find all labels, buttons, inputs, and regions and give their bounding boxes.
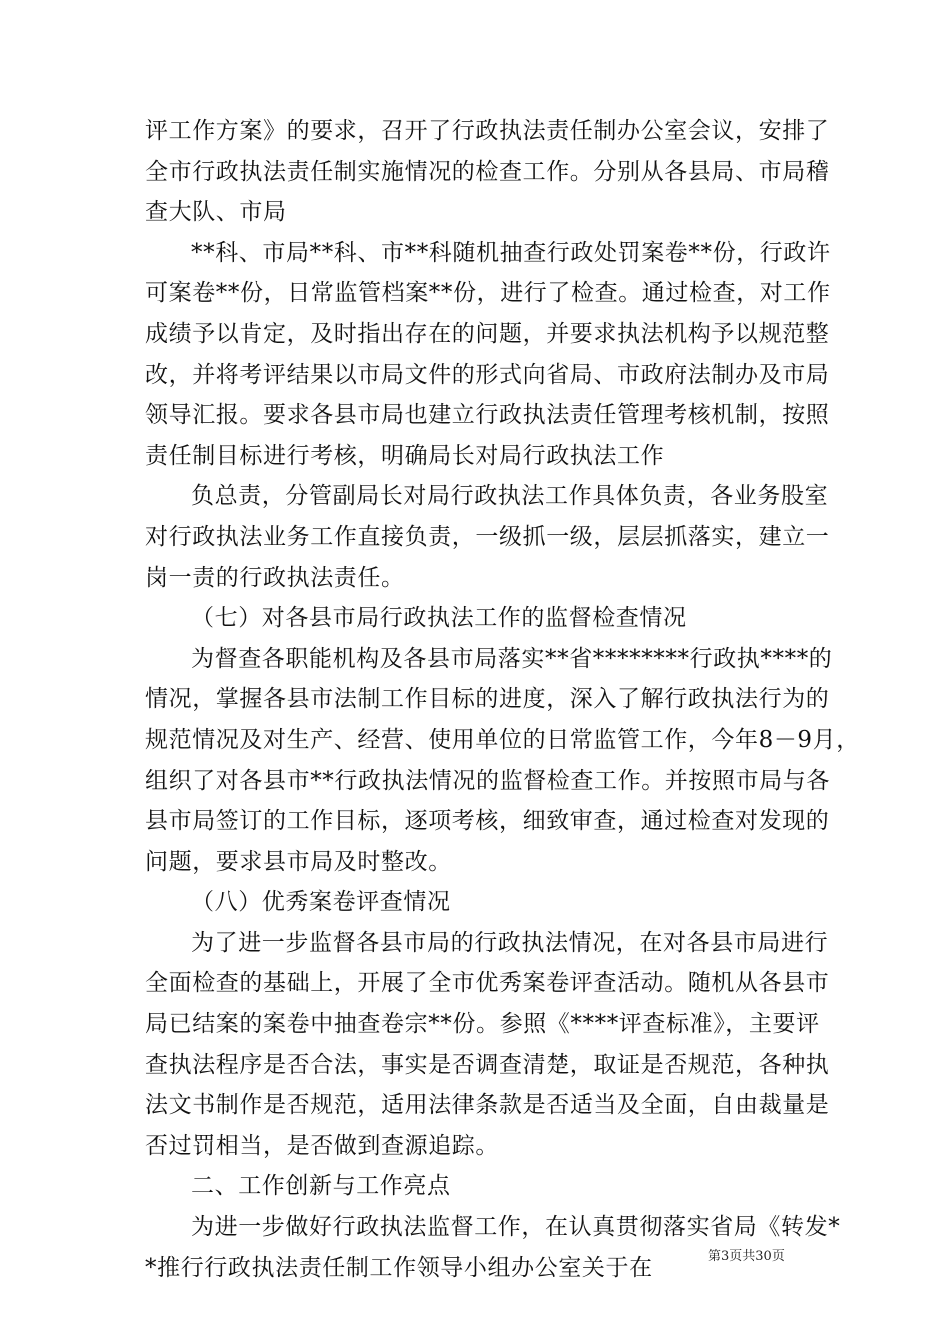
text-line: 否过罚相当，是否做到查源追踪。 xyxy=(145,1132,499,1159)
text-line: 对行政执法业务工作直接负责，一级抓一级，层层抓落实，建立一 xyxy=(145,523,830,550)
text-line: 改，并将考评结果以市局文件的形式向省局、市政府法制办及市局 xyxy=(145,361,830,388)
text-line: 成绩予以肯定，及时指出存在的问题，并要求执法机构予以规范整 xyxy=(145,320,830,347)
text-line: 责任制目标进行考核，明确局长对局行政执法工作 xyxy=(145,442,665,469)
text-line: 问题，要求县市局及时整改。 xyxy=(145,848,452,875)
section-heading: 二、工作创新与工作亮点 xyxy=(191,1173,451,1200)
text-line: *推行行政执法责任制工作领导小组办公室关于在 xyxy=(145,1254,653,1281)
paragraph-start-line: 负总责，分管副局长对局行政执法工作具体负责，各业务股室 xyxy=(191,483,829,510)
text-line: 全市行政执法责任制实施情况的检查工作。分别从各县局、市局稽 xyxy=(145,158,830,185)
text-line: 评工作方案》的要求，召开了行政执法责任制办公室会议，安排了 xyxy=(145,118,830,144)
document-body xyxy=(145,111,860,1288)
text-line: 情况，掌握各县市法制工作目标的进度，深入了解行政执法行为的 xyxy=(145,686,830,713)
paragraph-start-line: 为督查各职能机构及各县市局落实**省********行政执****的 xyxy=(191,645,833,672)
text-line: 岗一责的行政执法责任。 xyxy=(145,564,405,591)
text-line: 全面检查的基础上，开展了全市优秀案卷评查活动。随机从各县市 xyxy=(145,970,830,997)
text-line: 领导汇报。要求各县市局也建立行政执法责任管理考核机制，按照 xyxy=(145,402,830,429)
section-heading: （八）优秀案卷评查情况 xyxy=(191,889,451,916)
text-line: 可案卷**份，日常监管档案**份，进行了检查。通过检查，对工作 xyxy=(145,280,831,307)
text-line: 县市局签订的工作目标，逐项考核，细致审查，通过检查对发现的 xyxy=(145,808,830,835)
text-line: 局已结案的案卷中抽查卷宗**份。参照《****评查标准》，主要评 xyxy=(145,1011,820,1038)
page-number: 第3页共30页 xyxy=(708,1249,785,1264)
text-line: 法文书制作是否规范，适用法律条款是否适当及全面，自由裁量是 xyxy=(145,1092,830,1119)
paragraph-start-line: 为进一步做好行政执法监督工作，在认真贯彻落实省局《转发* xyxy=(191,1214,841,1241)
text-line: 组织了对各县市**行政执法情况的监督检查工作。并按照市局与各 xyxy=(145,767,830,794)
text-line: 规范情况及对生产、经营、使用单位的日常监管工作，今年8－9月， xyxy=(145,726,860,753)
text-line: 查执法程序是否合法，事实是否调查清楚，取证是否规范，各种执 xyxy=(145,1051,830,1078)
paragraph-start-line: 为了进一步监督各县市局的行政执法情况，在对各县市局进行 xyxy=(191,929,829,956)
paragraph-start-line: **科、市局**科、市**科随机抽查行政处罚案卷**份，行政许 xyxy=(191,239,831,266)
text-line: 查大队、市局 xyxy=(145,199,287,226)
section-heading: （七）对各县市局行政执法工作的监督检查情况 xyxy=(191,605,687,632)
